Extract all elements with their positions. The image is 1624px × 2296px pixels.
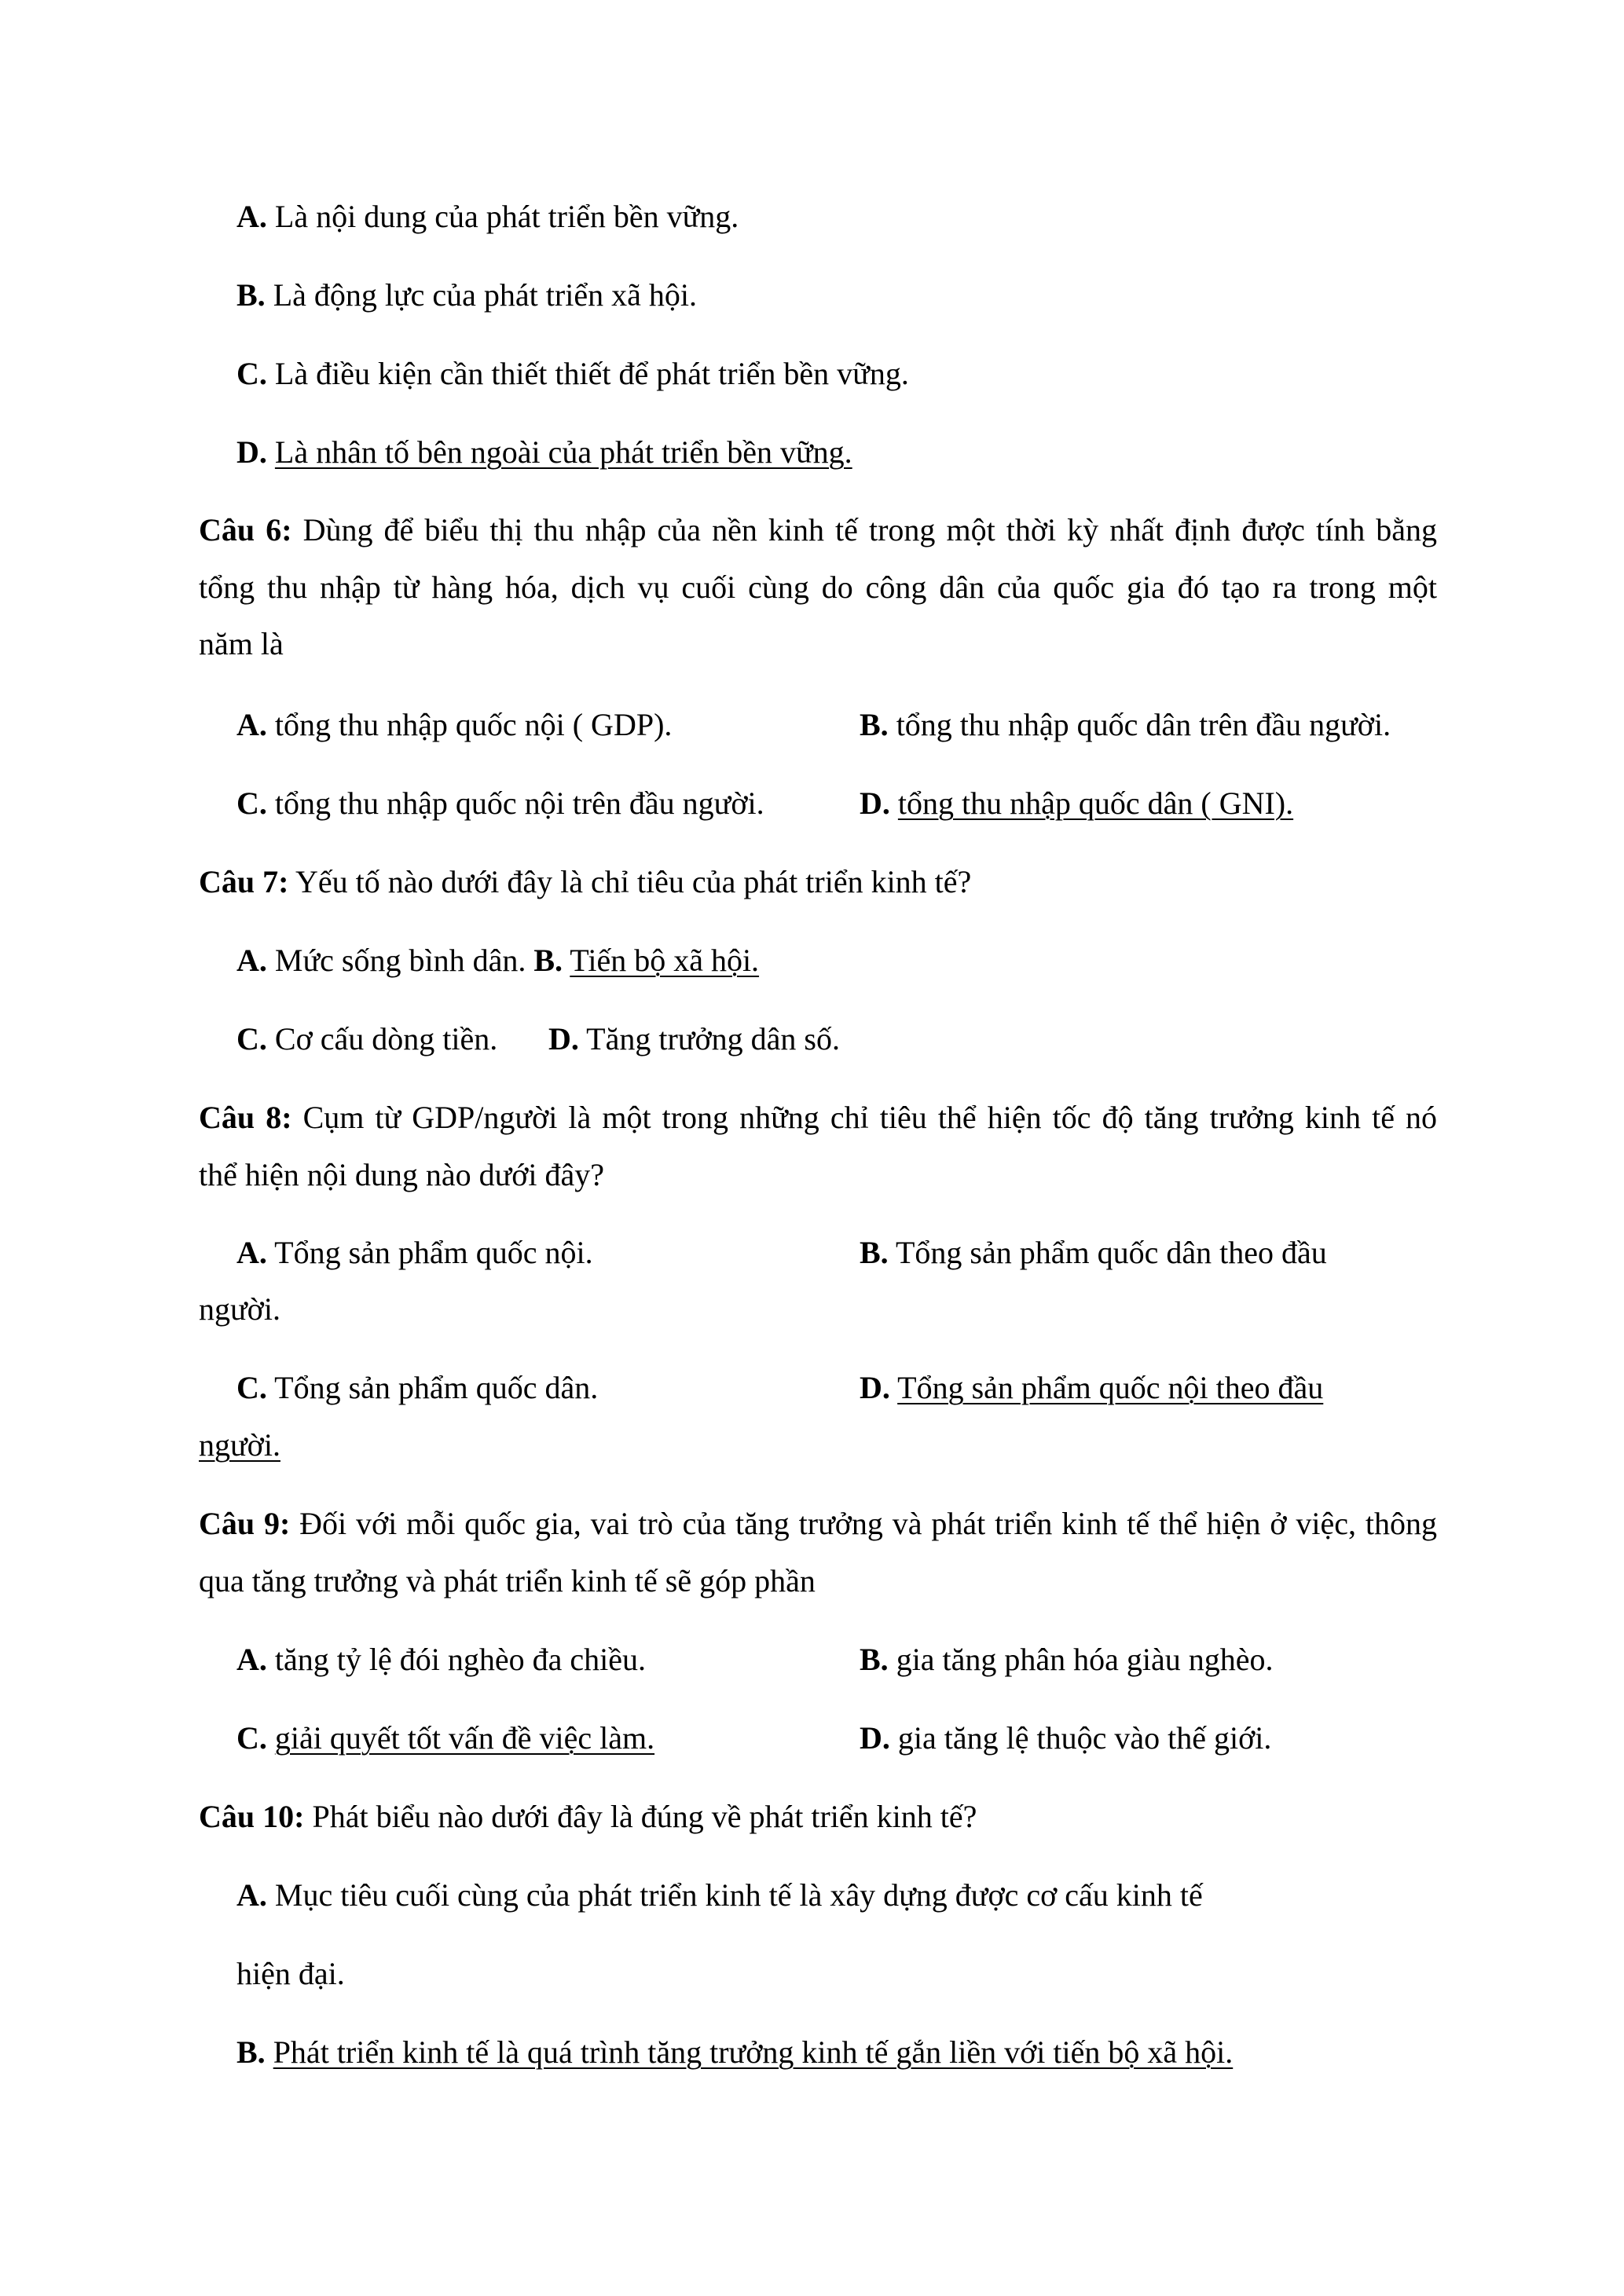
- q8-option-b-text: Tổng sản phẩm quốc dân theo đầu: [895, 1235, 1327, 1270]
- q7-option-c-label: C.: [236, 1021, 267, 1056]
- q7-label: Câu 7:: [199, 864, 289, 899]
- q8-option-c: [236, 1372, 598, 1404]
- q9-option-a-text: tăng tỷ lệ đói nghèo đa chiều.: [274, 1642, 646, 1677]
- q8-option-c-text: Tổng sản phẩm quốc dân.: [274, 1370, 599, 1405]
- q9-stem-text-1: Đối với mỗi quốc gia, vai trò của tăng trưởng và phát triển kinh tế thể hiện ở việc, thông: [299, 1506, 1438, 1541]
- q6-stem-text-1: Dùng để biểu thị thu nhập của nền kinh tế trong một thời kỳ nhất định được tính bằng: [302, 512, 1438, 547]
- q10-option-a-continuation: [236, 1958, 345, 1990]
- q10-option-b: [236, 2034, 1234, 2070]
- q6-stem-line2: [199, 569, 1437, 605]
- q9-option-c-text-correct: giải quyết tốt vấn đề việc làm.: [274, 1720, 655, 1756]
- q7-option-d-label: D.: [548, 1021, 579, 1056]
- q8-stem-text-2: thể hiện nội dung nào dưới đây?: [199, 1157, 605, 1192]
- q6-stem-text-2: tổng thu nhập từ hàng hóa, dịch vụ cuối cùng do công dân của quốc gia đó tạo ra trong một: [199, 569, 1437, 605]
- q7-stem-text: Yếu tố nào dưới đây là chỉ tiêu của phát triển kinh tế?: [295, 864, 972, 899]
- q8-stem-line1: [199, 1102, 1437, 1133]
- q8-option-b-cont-text: người.: [199, 1291, 280, 1327]
- q8-option-b-label: B.: [860, 1235, 889, 1270]
- q8-option-d-cont-text: người.: [199, 1427, 280, 1463]
- q7-option-a-text: Mức sống bình dân.: [274, 943, 526, 978]
- q7-option-d-text: Tăng trưởng dân số.: [586, 1021, 840, 1056]
- q5-option-c: [236, 358, 909, 390]
- q5-option-b-text: Là động lực của phát triển xã hội.: [273, 277, 697, 313]
- q7-option-b-text-correct: Tiến bộ xã hội.: [570, 943, 760, 978]
- q10-option-a-cont-text: hiện đại.: [236, 1956, 345, 1991]
- q5-option-c-label: C.: [236, 356, 267, 391]
- q6-stem-line3: [199, 628, 284, 660]
- q7-option-d: [548, 1023, 840, 1055]
- q6-option-b: [860, 709, 1391, 741]
- q6-option-c-text: tổng thu nhập quốc nội trên đầu người.: [274, 785, 764, 821]
- q10-option-b-text-correct: Phát triển kinh tế là quá trình tăng trưởng kinh tế gắn liền với tiến bộ xã hội.: [273, 2034, 1234, 2070]
- q8-option-b-continuation: [199, 1291, 280, 1327]
- q5-option-d-text-correct: Là nhân tố bên ngoài của phát triển bền vững.: [274, 434, 852, 470]
- q9-option-b-label: B.: [860, 1642, 889, 1677]
- q8-option-a: [236, 1237, 593, 1269]
- q7-option-c: [236, 1023, 497, 1055]
- q7-stem: [199, 866, 971, 898]
- q9-option-b-text: gia tăng phân hóa giàu nghèo.: [896, 1642, 1274, 1677]
- q6-option-d: [860, 785, 1294, 821]
- q10-option-a-label: A.: [236, 1877, 267, 1913]
- q5-option-d: [236, 434, 852, 470]
- q8-label: Câu 8:: [199, 1100, 292, 1135]
- q8-stem-text-1: Cụm từ GDP/người là một trong những chỉ tiêu thể hiện tốc độ tăng trưởng kinh tế nó: [302, 1100, 1438, 1135]
- q10-option-b-label: B.: [236, 2034, 266, 2070]
- q5-option-d-label: D.: [236, 434, 267, 470]
- q9-option-c-label: C.: [236, 1720, 267, 1756]
- q6-option-a: [236, 709, 672, 741]
- q8-option-b: [860, 1237, 1327, 1269]
- q6-option-b-label: B.: [860, 707, 889, 742]
- q5-option-b-label: B.: [236, 277, 266, 313]
- q5-option-a-text: Là nội dung của phát triển bền vững.: [274, 199, 739, 234]
- q6-stem-text-3: năm là: [199, 626, 284, 661]
- q9-option-a-label: A.: [236, 1642, 267, 1677]
- q9-stem-line2: [199, 1565, 816, 1597]
- q8-option-d: [860, 1372, 1323, 1404]
- q9-option-c: [236, 1720, 655, 1756]
- q9-stem-text-2: qua tăng trưởng và phát triển kinh tế sẽ góp phần: [199, 1563, 816, 1598]
- q7-option-c-text: Cơ cấu dòng tiền.: [274, 1021, 498, 1056]
- q7-option-a-label: A.: [236, 943, 267, 978]
- q8-option-a-text: Tổng sản phẩm quốc nội.: [274, 1235, 593, 1270]
- q6-option-a-text: tổng thu nhập quốc nội ( GDP).: [274, 707, 673, 742]
- q6-option-b-text: tổng thu nhập quốc dân trên đầu người.: [896, 707, 1391, 742]
- q6-option-d-text-correct: tổng thu nhập quốc dân ( GNI).: [897, 785, 1294, 821]
- q8-option-d-continuation: [199, 1427, 280, 1463]
- q9-option-b: [860, 1644, 1274, 1675]
- q10-stem-text: Phát biểu nào dưới đây là đúng về phát triển kinh tế?: [312, 1799, 977, 1834]
- q6-stem-line1: [199, 514, 1437, 546]
- q10-stem: [199, 1801, 977, 1833]
- q8-option-a-label: A.: [236, 1235, 267, 1270]
- q9-option-d-text: gia tăng lệ thuộc vào thế giới.: [897, 1720, 1272, 1756]
- q7-options-row1: [236, 945, 759, 976]
- q5-option-a: [236, 201, 739, 233]
- q6-label: Câu 6:: [199, 512, 292, 547]
- q9-option-a: [236, 1644, 646, 1675]
- q9-option-d-label: D.: [860, 1720, 890, 1756]
- q8-option-d-label: D.: [860, 1370, 890, 1405]
- q6-option-c: [236, 785, 764, 821]
- q8-stem-line2: [199, 1159, 604, 1191]
- q6-option-d-label: D.: [860, 785, 890, 821]
- q7-option-b-label: B.: [533, 943, 563, 978]
- q10-label: Câu 10:: [199, 1799, 305, 1834]
- q9-stem-line1: [199, 1508, 1437, 1540]
- q5-option-c-text: Là điều kiện cần thiết thiết để phát triển bền vững.: [274, 356, 909, 391]
- q8-option-d-text-correct: Tổng sản phẩm quốc nội theo đầu: [897, 1370, 1324, 1405]
- q6-option-c-label: C.: [236, 785, 267, 821]
- q5-option-b: [236, 277, 697, 313]
- q10-option-a-text: Mục tiêu cuối cùng của phát triển kinh tế là xây dựng được cơ cấu kinh tế: [274, 1877, 1203, 1913]
- q8-option-c-label: C.: [236, 1370, 267, 1405]
- q5-option-a-label: A.: [236, 199, 267, 234]
- q6-option-a-label: A.: [236, 707, 267, 742]
- q10-option-a: [236, 1877, 1203, 1913]
- q9-option-d: [860, 1720, 1272, 1756]
- q9-label: Câu 9:: [199, 1506, 291, 1541]
